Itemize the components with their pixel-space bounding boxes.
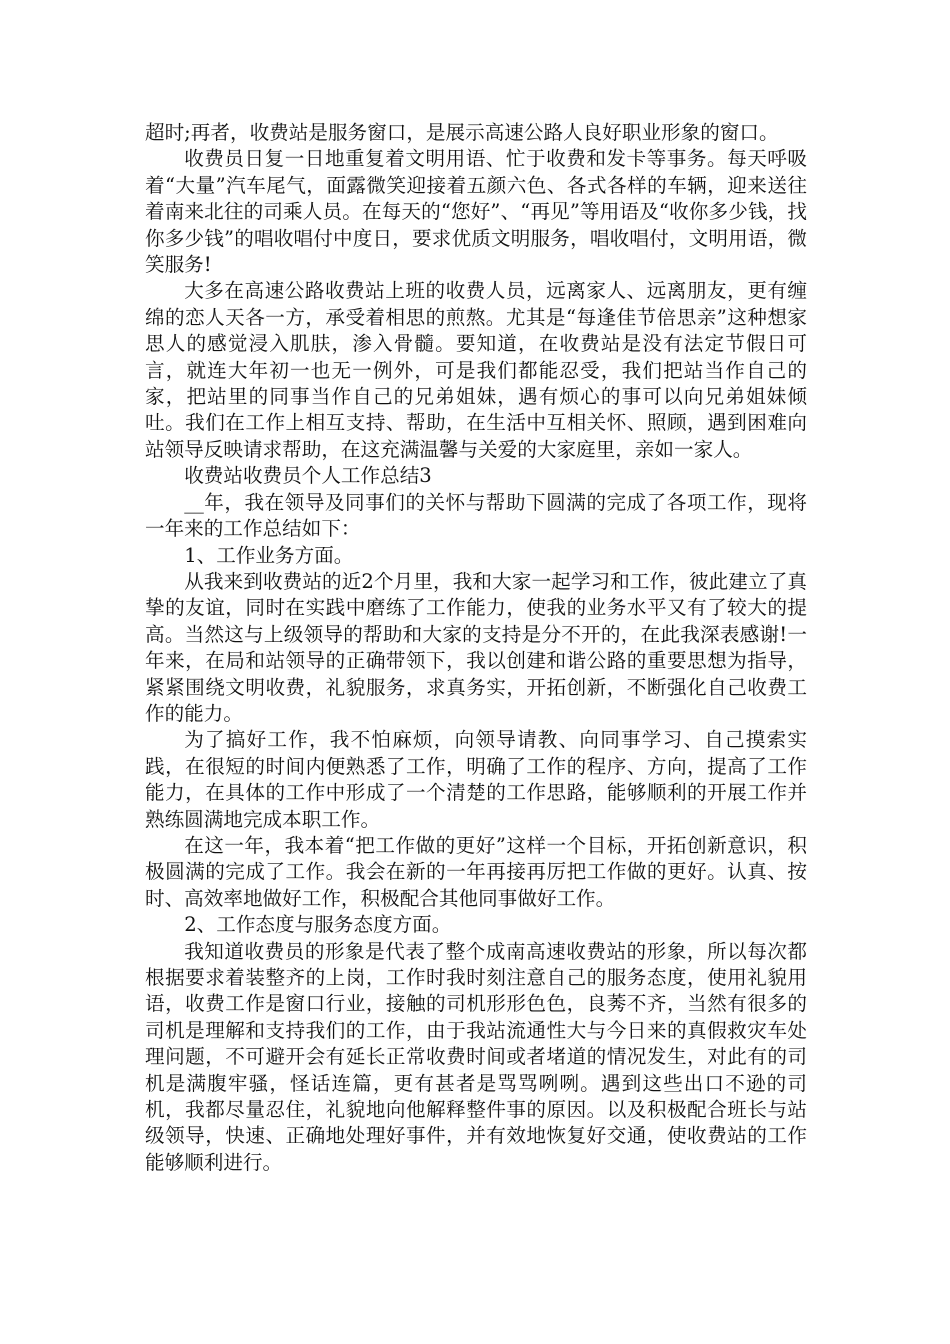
paragraph: 我知道收费员的形象是代表了整个成南高速收费站的形象，所以每次都根据要求着装整齐的上岗，工作时我时刻注意自己的服务态度，使用礼貌用语，收费工作是窗口行业，接触的司机形形色色，良莠不齐，当然有很多的司机是理解和支持我们的工作，由于我站流通性大与今日来的真假救灾车处理问题，不可避开会有延长正常收费时间或者堵道的情况发生，对此有的司机是满腹牢骚，怪话连篇，更有甚者是骂骂咧咧。遇到这些出口不逊的司机，我都尽量忍住，礼貌地向他解释整件事的原因。以及积极配合班长与站级领导，快速、正确地处理好事件，并有效地恢复好交通，使收费站的工作能够顺利进行。 — [145, 939, 807, 1174]
paragraph: __年，我在领导及同事们的关怀与帮助下圆满的完成了各项工作，现将一年来的工作总结如下： — [145, 490, 807, 541]
section-title: 收费站收费员个人工作总结3 — [184, 464, 432, 488]
paragraph: 大多在高速公路收费站上班的收费人员，远离家人、远离朋友，更有缠绵的恋人天各一方，承受着相思的煎熬。尤其是“每逢佳节倍思亲”这种想家思人的感觉浸入肌肤，渗入骨髓。要知道，在收费站是没有法定节假日可言，就连大年初一也无一例外，可是我们都能忍受，我们把站当作自己的家，把站里的同事当作自己的兄弟姐妹，遇有烦心的事可以向兄弟姐妹倾吐。我们在工作上相互支持、帮助，在生活中互相关怀、照顾，遇到困难向站领导反映请求帮助，在这充满温馨与关爱的大家庭里，亲如一家人。 — [145, 279, 807, 461]
paragraph: 从我来到收费站的近2个月里，我和大家一起学习和工作，彼此建立了真挚的友谊，同时在实践中磨练了工作能力，使我的业务水平又有了较大的提高。当然这与上级领导的帮助和大家的支持是分不开的，在此我深表感谢!一年来，在局和站领导的正确带领下，我以创建和谐公路的重要思想为指导，紧紧围绕文明收费，礼貌服务，求真务实，开拓创新，不断强化自己收费工作的能力。 — [145, 569, 807, 725]
subsection-title: 2、工作态度与服务态度方面。 — [184, 913, 452, 937]
paragraph: 超时;再者，收费站是服务窗口，是展示高速公路人良好职业形象的窗口。 — [145, 121, 779, 144]
document-body — [145, 120, 807, 1176]
subsection-title: 1、工作业务方面。 — [184, 543, 354, 567]
paragraph: 为了搞好工作，我不怕麻烦，向领导请教、向同事学习、自己摸索实践，在很短的时间内便熟悉了工作，明确了工作的程序、方向，提高了工作能力，在具体的工作中形成了一个清楚的工作思路，能够顺利的开展工作并熟练圆满地完成本职工作。 — [145, 728, 807, 831]
paragraph: 在这一年，我本着“把工作做的更好”这样一个目标，开拓创新意识，积极圆满的完成了工作。我会在新的一年再接再厉把工作做的更好。认真、按时、高效率地做好工作，积极配合其他同事做好工作。 — [145, 833, 807, 910]
paragraph: 收费员日复一日地重复着文明用语、忙于收费和发卡等事务。每天呼吸着“大量”汽车尾气，面露微笑迎接着五颜六色、各式各样的车辆，迎来送往着南来北往的司乘人员。在每天的“您好”、“再见”等用语及“收你多少钱，找你多少钱”的唱收唱付中度日，要求优质文明服务，唱收唱付，文明用语，微笑服务! — [145, 147, 807, 277]
